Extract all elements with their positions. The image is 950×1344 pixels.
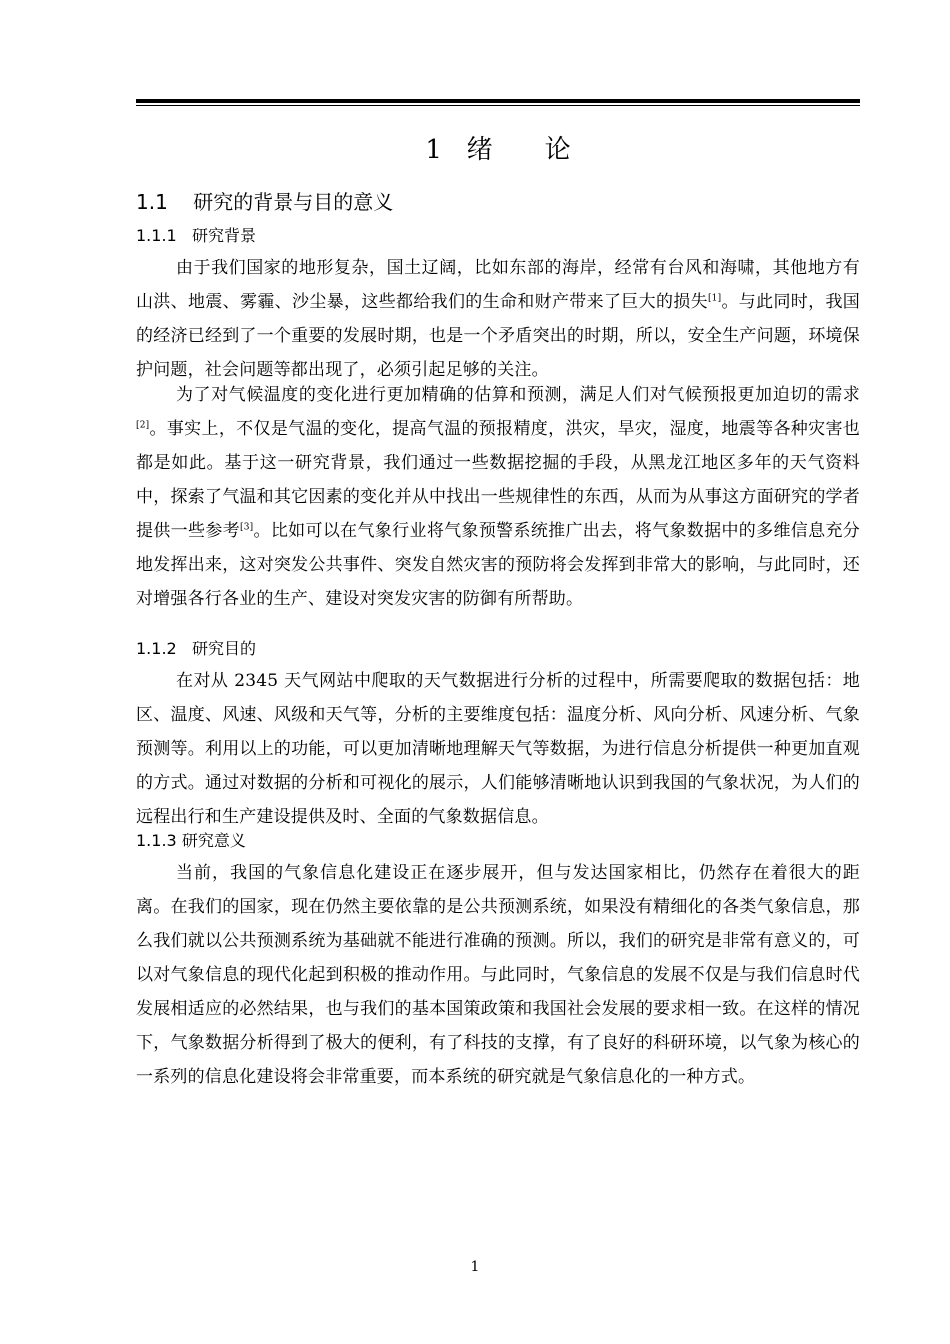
paragraph-text: 。事实上，不仅是气温的变化，提高气温的预报精度，洪灾，旱灾，湿度，地震等各种灾害也都是如此。基于这一研究背景，我们通过一些数据挖掘的手段，从黑龙江地区多年的天气资料中，探索了气温和其它因素的变化并从中找出一些规律性的东西，从而为从事这方面研究的学者提供一些参考: [136, 419, 860, 541]
chapter-title: 绪 论: [466, 135, 571, 165]
subsection-heading-1-1-3: [136, 829, 860, 853]
paragraph-purpose: 在对从 2345 天气网站中爬取的天气数据进行分析的过程中，所需要爬取的数据包括：地区、温度、风速、风级和天气等，分析的主要维度包括：温度分析、风向分析、风速分析、气象预测等。利用以上的功能，可以更加清晰地理解天气等数据，为进行信息分析提供一种更加直观的方式。通过对数据的分析和可视化的展示，人们能够清晰地认识到我国的气象状况，为人们的远程出行和生产建设提供及时、全面的气象数据信息。: [136, 671, 860, 827]
section-number: 1.1: [136, 190, 168, 214]
paragraph-text: 由于我们国家的地形复杂，国土辽阔，比如东部的海岸，经常有台风和海啸，其他地方有山洪、地震、雾霾、沙尘暴，这些都给我们的生命和财产带来了巨大的损失: [136, 258, 860, 312]
page-number: 1: [470, 1259, 480, 1275]
header-rule-thin: [136, 105, 860, 106]
subsection-number: 1.1.2: [136, 639, 177, 658]
citation-ref: [2]: [136, 420, 150, 431]
chapter-number: 1: [425, 135, 442, 165]
paragraph-significance: 当前，我国的气象信息化建设正在逐步展开，但与发达国家相比，仍然存在着很大的距离。在我们的国家，现在仍然主要依靠的是公共预测系统，如果没有精细化的各类气象信息，那么我们就以公共预测系统为基础就不能进行准确的预测。所以，我们的研究是非常有意义的，可以对气象信息的现代化起到积极的推动作用。与此同时，气象信息的发展不仅是与我们信息时代发展相适应的必然结果，也与我们的基本国策政策和我国社会发展的要求相一致。在这样的情况下，气象数据分析得到了极大的便利，有了科技的支撑，有了良好的科研环境，以气象为核心的一系列的信息化建设将会非常重要，而本系统的研究就是气象信息化的一种方式。: [136, 863, 860, 1087]
subsection-number: 1.1.1: [136, 226, 177, 245]
subsection-title: 研究目的: [191, 639, 256, 658]
paragraph-background-2: [136, 378, 860, 616]
paragraph-background-1: [136, 251, 860, 387]
subsection-title: 研究意义: [181, 831, 246, 850]
subsection-heading-1-1-1: [136, 224, 860, 248]
section-heading-1-1: [136, 188, 860, 216]
subsection-heading-1-1-2: [136, 637, 860, 661]
subsection-number: 1.1.3: [136, 831, 177, 850]
citation-ref: [1]: [707, 293, 722, 304]
chapter-heading: [136, 132, 860, 168]
header-rule-thick: [136, 99, 860, 103]
subsection-title: 研究背景: [191, 226, 256, 245]
paragraph-text: 为了对气候温度的变化进行更加精确的估算和预测，满足人们对气候预报更加迫切的需求: [176, 385, 860, 405]
section-title: 研究的背景与目的意义: [193, 190, 394, 214]
paragraph-text: 。比如可以在气象行业将气象预警系统推广出去，将气象数据中的多维信息充分地发挥出来，这对突发公共事件、突发自然灾害的预防将会发挥到非常大的影响，与此同时，还对增强各行各业的生产、建设对突发灾害的防御有所帮助。: [136, 521, 860, 609]
citation-ref: [3]: [240, 522, 254, 533]
paragraph-text: 。与此同时，我国的经济已经到了一个重要的发展时期，也是一个矛盾突出的时期，所以，安全生产问题，环境保护问题，社会问题等都出现了，必须引起足够的关注。: [136, 292, 860, 380]
